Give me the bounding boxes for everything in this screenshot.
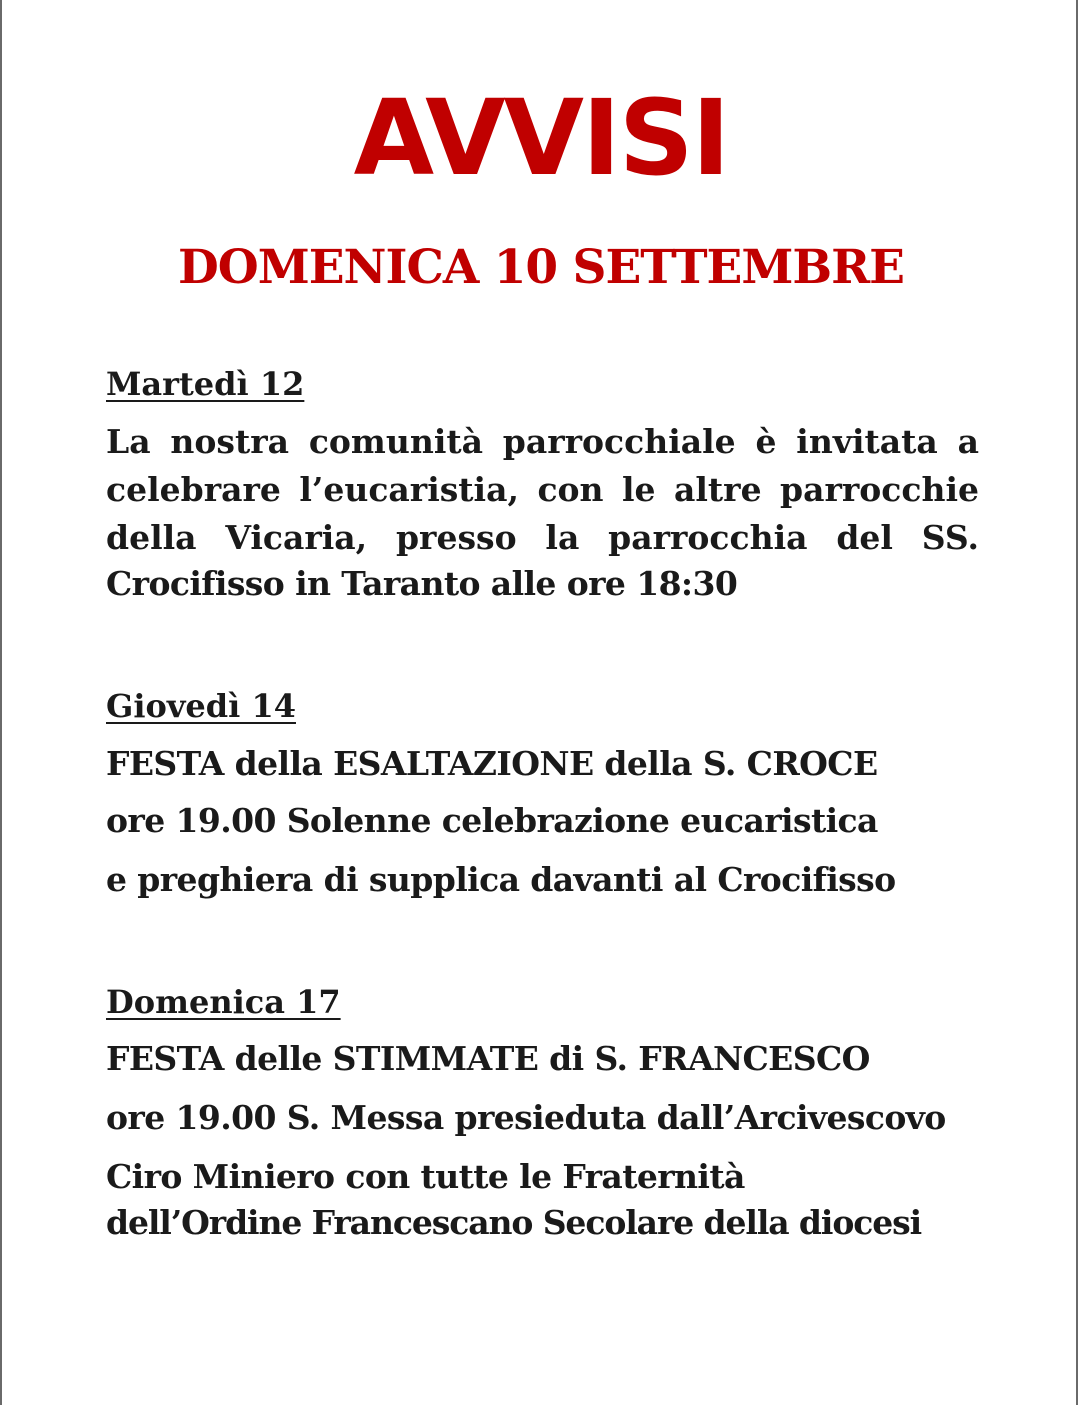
section-line: ore 19.00 Solenne celebrazione eucaristica (106, 801, 878, 840)
section-heading-domenica: Domenica 17 (106, 983, 341, 1021)
section-line: La nostra comunità parrocchiale è invitata a (106, 422, 979, 461)
section-line: ore 19.00 S. Messa presieduta dall’Arcivescovo (106, 1098, 946, 1137)
page-subtitle: DOMENICA 10 SETTEMBRE (178, 240, 904, 295)
section-heading-giovedi: Giovedì 14 (106, 687, 296, 725)
section-line: e preghiera di supplica davanti al Crocifisso (106, 860, 896, 899)
section-heading-martedi: Martedì 12 (106, 365, 305, 403)
section-line: FESTA delle STIMMATE di S. FRANCESCO (106, 1039, 870, 1078)
section-line: della Vicaria, presso la parrocchia del SS. (106, 518, 979, 557)
section-line: celebrare l’eucaristia, con le altre parrocchie (106, 470, 979, 509)
section-line: dell’Ordine Francescano Secolare della diocesi (106, 1203, 922, 1242)
section-line: Ciro Miniero con tutte le Fraternità (106, 1157, 745, 1196)
section-line: Crocifisso in Taranto alle ore 18:30 (106, 564, 738, 603)
section-line: FESTA della ESALTAZIONE della S. CROCE (106, 744, 878, 783)
page-title: AVVISI (353, 77, 729, 199)
